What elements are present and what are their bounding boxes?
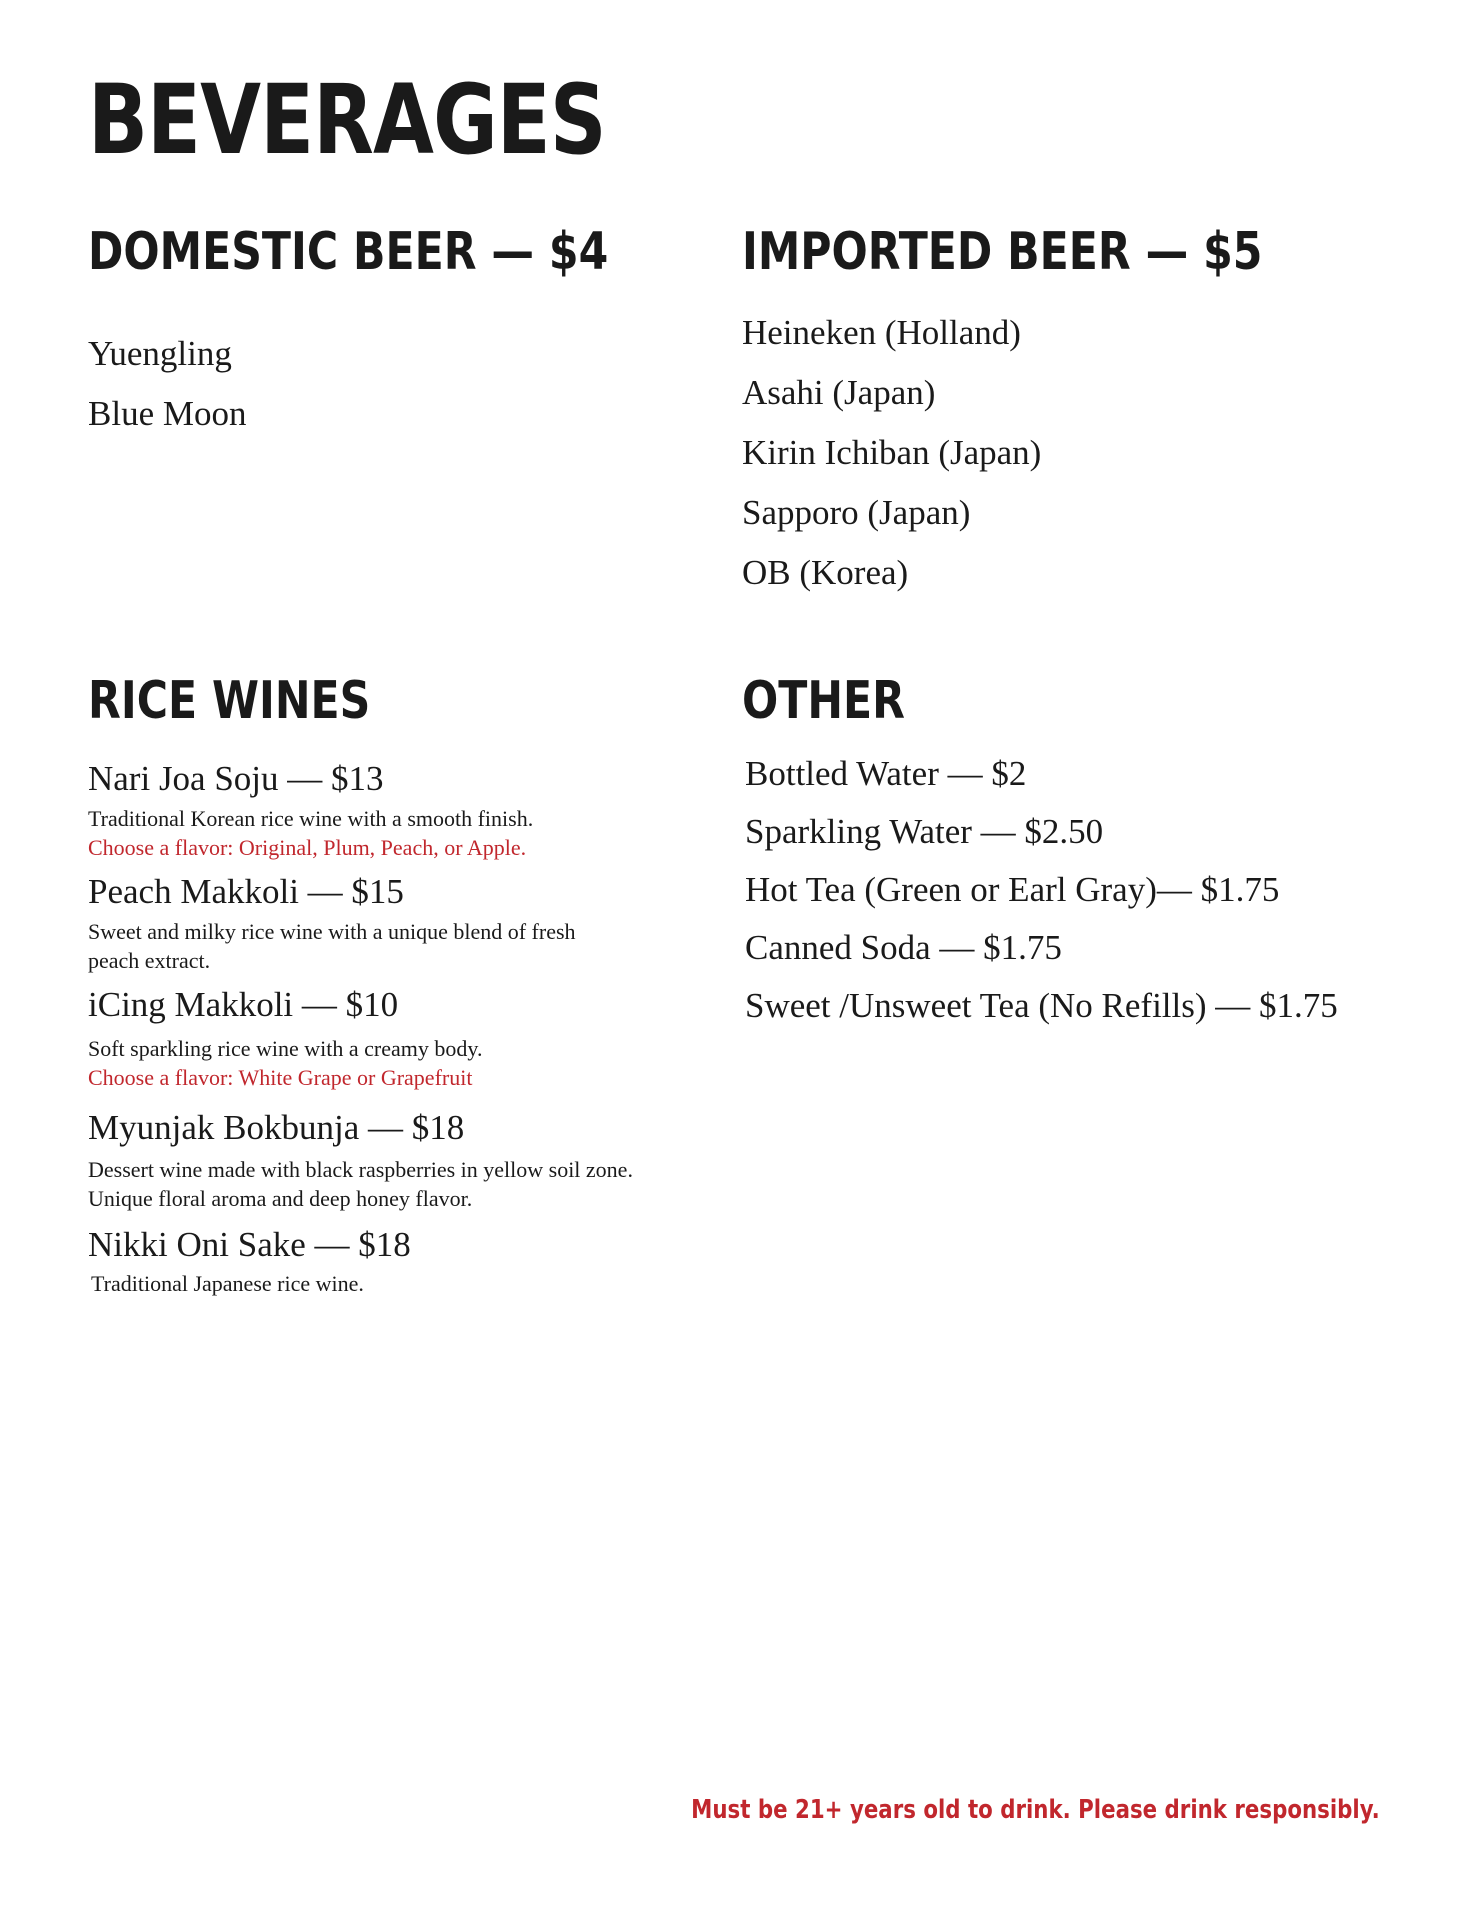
wine-description: peach extract. [88,948,211,973]
wine-flavor-note: Choose a flavor: Original, Plum, Peach, or Apple. [88,835,527,860]
other-item: Canned Soda — $1.75 [745,928,1062,967]
domestic-beer-item: Blue Moon [88,394,247,433]
wine-item [88,1223,728,1298]
other-item: Sparkling Water — $2.50 [745,812,1104,851]
rice-wines-section [88,671,728,1298]
wine-item [88,1106,728,1213]
wine-name: Myunjak Bokbunja — $18 [88,1108,465,1147]
imported-beer-item: Asahi (Japan) [742,373,936,412]
domestic-beer-heading: DOMESTIC BEER — $4 [88,222,609,282]
wine-item [88,983,728,1092]
domestic-beer-item: Yuengling [88,334,232,373]
wine-description: Traditional Japanese rice wine. [91,1271,364,1296]
wine-description: Dessert wine made with black raspberries in yellow soil zone. [88,1157,633,1182]
wine-description: Soft sparkling rice wine with a creamy body. [88,1036,483,1061]
rice-wines-heading: RICE WINES [88,671,371,731]
domestic-beer-section [88,222,708,444]
imported-beer-item: OB (Korea) [742,553,909,592]
wine-description: Unique floral aroma and deep honey flavor. [88,1186,473,1211]
imported-beer-item: Kirin Ichiban (Japan) [742,433,1042,472]
wine-name: Nari Joa Soju — $13 [88,759,384,798]
wine-name: Nikki Oni Sake — $18 [88,1225,411,1264]
imported-beer-section [742,222,1362,603]
wine-item [88,757,728,862]
imported-beer-heading: IMPORTED BEER — $5 [742,222,1263,282]
other-heading: OTHER [742,671,905,731]
footer-disclaimer: Must be 21+ years old to drink. Please drink responsibly. [691,1795,1380,1825]
other-item: Bottled Water — $2 [745,754,1027,793]
imported-beer-item: Heineken (Holland) [742,313,1021,352]
wine-flavor-note: Choose a flavor: White Grape or Grapefruit [88,1065,473,1090]
other-item: Sweet /Unsweet Tea (No Refills) — $1.75 [745,986,1338,1025]
other-section [742,671,1442,1035]
page-title: BEVERAGES [88,64,606,176]
imported-beer-item: Sapporo (Japan) [742,493,971,532]
wine-name: Peach Makkoli — $15 [88,872,404,911]
wine-description: Sweet and milky rice wine with a unique blend of fresh [88,919,576,944]
wine-description: Traditional Korean rice wine with a smooth finish. [88,806,534,831]
other-item: Hot Tea (Green or Earl Gray)— $1.75 [745,870,1280,909]
wine-name: iCing Makkoli — $10 [88,985,399,1024]
wine-item [88,870,728,975]
